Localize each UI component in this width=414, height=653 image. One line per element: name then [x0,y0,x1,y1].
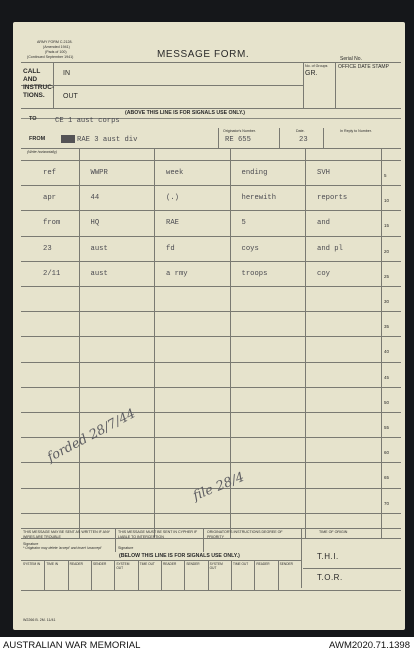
signals-column-rule [161,560,162,590]
reply-divider [323,128,324,148]
grid-word: HQ [90,219,100,228]
signals-column-label: SYSTEM OUT [209,562,223,570]
grid-word: and [317,219,330,228]
line-number: 65 [384,475,390,481]
to-label: TO [29,116,37,122]
grid-word: from [43,219,61,228]
from-label: FROM [29,136,46,142]
grid-word: reports [317,194,348,203]
line-number: 45 [384,374,390,380]
out-label: OUT [63,93,78,100]
signals-column-rule [208,560,209,590]
grid-word: herewith [241,194,277,203]
bottom-div-1 [115,528,116,552]
message-form-paper [13,22,405,630]
footer-institution: AUSTRALIAN WAR MEMORIAL [3,640,141,651]
group-label: No. of Groups [305,64,328,68]
bottom-div-2 [203,528,204,552]
group-divider [303,62,304,108]
grid-word: aust [90,269,108,278]
grid-column-rule [305,148,306,538]
date-divider [279,128,280,148]
originator-hint: * Originator may delete 'accept' and insert 'unaccept' [23,546,102,550]
from-value: RAE 3 aust div [77,136,138,144]
signals-column-label: SYSTEM OUT [116,562,130,570]
line-number: 20 [384,248,390,254]
line-number: 15 [384,223,390,229]
line-number: 40 [384,349,390,355]
office-date-stamp-label: OFFICE DATE STAMP [338,64,389,70]
header-bottom-rule [21,108,401,109]
redaction-mark [61,135,75,143]
serial-no-label: Serial No. [340,56,362,62]
signals-column-rule [278,560,279,590]
header-top-rule [21,62,401,63]
grid-word: aust [90,244,108,253]
bottom-section-rule [21,528,401,529]
archive-footer [0,637,414,653]
line-number: 25 [384,273,390,279]
handwritten-forwarded-note: forded 28/7/44 [45,406,139,466]
orig-number-divider [218,128,219,148]
group-abbrev: GR. [305,70,318,77]
grid-word: (.) [166,194,179,203]
line-number: 50 [384,399,390,405]
signals-column-label: READER [69,562,83,566]
write-horizontally-label: (Write horizontally) [27,150,57,154]
grid-word: 2/11 [43,269,61,278]
signals-column-rule [44,560,45,590]
grid-word: 5 [241,219,246,228]
originators-number-value: RE 655 [225,136,251,144]
grid-word: week [166,169,184,177]
line-number: 60 [384,450,390,456]
signals-column-label: SENDER [186,562,200,566]
printer-imprint-2: (Amended 1941) [43,45,70,49]
grid-word: 44 [90,194,100,203]
signals-column-rule [184,560,185,590]
date-value: 23 [299,136,308,144]
line-number: 55 [384,425,390,430]
signals-column-rule [254,560,255,590]
signals-column-label: READER [163,562,177,566]
signals-column-label: SYSTEM IN [23,562,41,566]
below-signals-line: (BELOW THIS LINE IS FOR SIGNALS USE ONLY.) [119,553,240,559]
thi-rule [303,568,401,569]
signals-column-label: TIME OUT [233,562,249,566]
left-signature-label: Signature [23,542,39,546]
signals-column-rule [231,560,232,590]
line-number: 70 [384,500,390,506]
line-number: 30 [384,299,390,304]
grid-word: RAE [166,219,179,228]
printer-imprint-1: ARMY FORM C.2128. [37,40,73,44]
grid-word: and pl [317,244,343,253]
tor-label: T.O.R. [317,573,343,582]
grid-word: 23 [43,244,52,253]
signals-column-label: READER [256,562,270,566]
grid-word: apr [43,194,56,203]
grid-word: WWPR [90,169,108,177]
signals-columns [21,560,301,590]
signals-column-rule [68,560,69,590]
grid-word: coys [241,244,259,253]
grid-word: fd [166,244,175,253]
footer-accession-number: AWM2020.71.1398 [329,640,410,651]
grid-word: a rmy [166,269,188,278]
line-number: 35 [384,324,390,330]
line-number-column [381,148,401,528]
print-code: W2266 B. 2M. 11/41 [23,618,56,622]
in-label: IN [63,70,70,77]
form-title: MESSAGE FORM. [157,49,250,60]
form-bottom-rule [21,590,401,591]
grid-word: ending [241,169,268,177]
signals-column-label: SENDER [93,562,107,566]
grid-column-rule [79,148,80,538]
grid-word: ref [43,169,56,177]
call-instructions-label: CALL AND INSTRUC-TIONS. [23,68,55,99]
grid-word: coy [317,269,330,278]
in-out-rule [21,85,304,86]
handwritten-file-note: file 28/4 [191,469,247,504]
line-number: 5 [384,173,387,178]
signals-column-rule [91,560,92,590]
signals-column-label: TIME IN [46,562,59,566]
priority-label: ORIGINATOR'S INSTRUCTIONS DEGREE OF PRIORITY [207,530,283,539]
date-label: Date. [296,129,305,133]
signals-use-line: (ABOVE THIS LINE IS FOR SIGNALS USE ONLY.) [125,110,245,116]
to-value: CE 1 aust corps [55,117,120,125]
stamp-divider [335,62,336,108]
originators-number-label: Originator's Number. [223,129,256,133]
signals-column-label: SENDER [279,562,293,566]
thi-label: T.H.I. [317,552,339,561]
message-grid [21,148,381,528]
cypher-notice: THIS MESSAGE MUST BE SENT IN CYPHER IF LIABLE TO INTERCEPTION [118,530,198,539]
signals-column-rule [138,560,139,590]
grid-column-rule [154,148,155,538]
bottom-div-3 [301,528,302,588]
printer-imprint-3: (Pads of 100) [45,50,67,54]
grid-word: troops [241,269,268,278]
reply-label: In Reply to Number. [340,129,372,133]
line-number: 10 [384,198,390,204]
signals-column-label: TIME OUT [139,562,155,566]
mid-signature-label: Signature [118,546,134,550]
time-of-origin-label: TIME OF ORIGIN [319,530,348,534]
grid-word: SVH [317,169,330,177]
sent-as-written-notice: THIS MESSAGE MAY BE SENT AS WRITTEN IF ANY WIRES ARE TROUBLE [23,530,110,539]
signals-column-rule [114,560,115,590]
printer-imprint-4: (Continued September 1941) [27,55,74,59]
